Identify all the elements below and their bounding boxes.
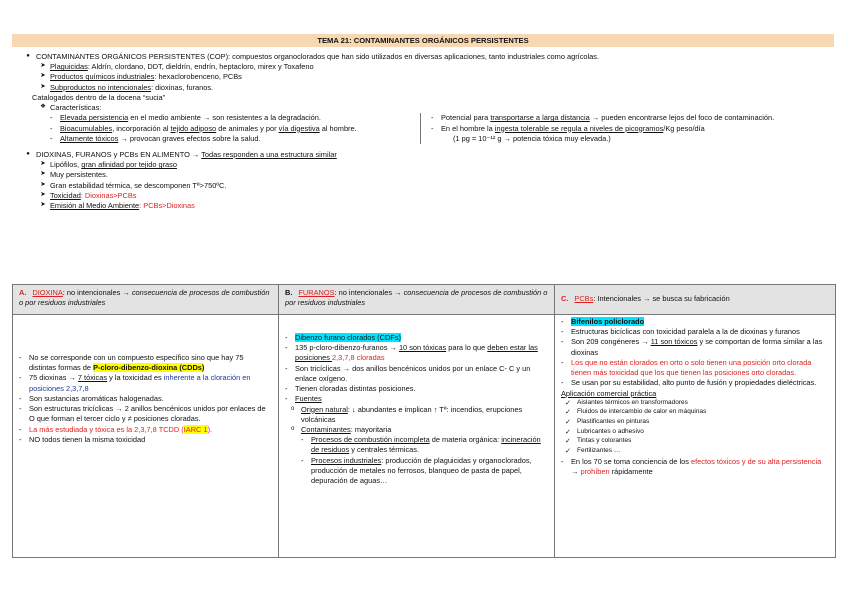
cop-definition: ● CONTAMINANTES ORGÁNICOS PERSISTENTES (COP): compuestos organoclorados que han sido utilizados en diversas aplicaciones, tanto industriales como agrícolas. [20,52,830,62]
list-item: - Elevada persistencia en el medio ambiente → son resistentes a la degradación. [50,113,321,123]
list-item: - Bifenilos policlorado [561,317,645,326]
list-item: - Tienen cloradas distintas posiciones. [285,384,416,394]
list-item: - Estructuras bicíclicas con toxicidad paralela a la de dioxinas y furanos [561,327,800,337]
check-icon: ✓ [565,419,571,427]
characteristics-columns [20,113,830,144]
list-item: ➤ Subproductos no intencionales: dioxinas, furanos. [20,83,830,93]
header-furanos: B. FURANOS: no intencionales → consecuencia de procesos de combustión o por residuos industriales [279,285,555,315]
list-item: ➤ Productos químicos industriales: hexaclorobenceno, PCBs [20,72,830,82]
arrow-bullet-icon: ➤ [40,82,46,90]
list-item: - Potencial para transportarse a larga distancia → pueden encontrarse lejos del foco de contaminación. [431,113,775,123]
arrow-bullet-icon: ➤ [40,170,46,178]
list-item: - Altamente tóxicos → provocan graves efectos sobre la salud. [50,133,261,143]
comparison-table [12,284,836,558]
list-item: - Dibenzo furano clorados (CDFs) [285,333,401,342]
list-item: - Bioacumulables, incorporación al tejido adiposo de animales y por vía digestiva al hombre. [50,123,357,133]
arrow-bullet-icon: ➤ [40,62,46,70]
arrow-bullet-icon: ➤ [40,180,46,188]
list-item: - No se corresponde con un compuesto específico sino que hay 75 distintas formas de P-cloro-dibenzo-dioxina (CDDs) [19,353,244,373]
arrow-bullet-icon: ➤ [40,201,46,209]
arrow-bullet-icon: ➤ [40,160,46,168]
applications-heading: Aplicación comercial práctica [561,388,657,398]
list-item: - Son 209 congéneres → 11 son tóxicos y se comportan de forma similar a las dioxinas [561,337,823,357]
check-icon: ✓ [565,409,571,417]
list-item: ✓ Fertilizantes … [565,447,621,456]
characteristics-left [20,113,410,144]
list-item: - Procesos industriales: producción de plaguicidas y organoclorados, producción de metales no ferrosos, blanqueo de pasta de papel, depuración de aguas… [301,455,532,486]
list-item: ➤ Plaguicidas: Aldrín, clordano, DDT, dieldrín, endrín, heptacloro, mirex y Toxafeno [20,62,830,72]
list-item: ➤ Muy persistentes. [20,170,830,180]
list-item: ✓ Fluidos de intercambio de calor en máquinas [565,408,707,417]
list-item: - Se usan por su estabilidad, alto punto de fusión y propiedades dieléctricas. [561,378,817,388]
characteristics-right [420,113,811,144]
list-item: - Procesos de combustión incompleta de materia orgánica: incineración de residuos y centrales térmicas. [301,435,541,455]
header-dioxina: A. DIOXINA: no intencionales → consecuencia de procesos de combustión o por residuos industriales [13,285,279,315]
catalog-note: Catalogados dentro de la docena “sucia” [32,92,166,102]
cell-furanos [279,315,555,557]
list-item: - 135 p-cloro-dibenzo-furanos → 10 son tóxicas para lo que deben estar las posiciones 2,3,7,8 cloradas [285,343,538,363]
list-item: - Los que no están clorados en orto o solo tienen una posición orto clorada tienen más toxicidad que los que tienen las posiciones orto cloradas. [561,357,812,378]
picogram-note: (1 pg = 10⁻¹² g → potencia tóxica muy elevada.) [453,133,611,143]
arrow-bullet-icon: ➤ [40,72,46,80]
list-item: ✓ Tintas y colorantes [565,437,632,446]
list-item: - Son sustancias aromáticas halogenadas. [19,393,164,403]
check-icon: ✓ [565,448,571,456]
list-item: o Contaminantes: mayoritaria [291,424,392,434]
bullet-icon: ● [26,53,30,59]
list-item: ➤ Emisión al Medio Ambiente: PCBs>Dioxinas [20,201,830,211]
characteristics-heading: ❖ Características: [20,103,830,113]
check-icon: ✓ [565,438,571,446]
list-item: - En los 70 se toma conciencia de los efectos tóxicos y de su alta persistencia → prohíben rápidamente [561,456,822,476]
list-item: - Son tricíclicas → dos anillos bencénicos unidos por un enlace C- C y un enlace oxígeno. [285,363,531,383]
list-item: - NO todos tienen la misma toxicidad [19,434,146,444]
dfp-heading: ● DIOXINAS, FURANOS y PCBs EN ALIMENTO → Todas responden a una estructura similar [20,150,830,160]
list-item: - 75 dioxinas → 7 tóxicas y la toxicidad es inherente a la cloración en posiciones 2,3,7,8 [19,373,251,393]
list-item: - Son estructuras tricíclicas → 2 anillos bencénicos unidos por enlaces de O que forman el tercer ciclo y ≠ posiciones cloradas. [19,404,266,424]
list-item: - La más estudiada y tóxica es la 2,3,7,8 TCDD (IARC 1). [19,424,213,434]
intro-section [20,52,830,211]
diamond-bullet-icon: ❖ [40,103,46,111]
page-title: TEMA 21: CONTAMINANTES ORGÁNICOS PERSISTENTES [12,34,834,47]
arrow-bullet-icon: ➤ [40,190,46,198]
list-item: - En el hombre la ingesta tolerable se regula a niveles de picogramos/Kg peso/día [431,123,705,133]
cell-dioxina [13,315,279,557]
list-item: o Origen natural: ↓ abundantes e implican ↑ Tª: incendios, erupciones volcánicas [291,404,523,424]
list-item: ➤ Lipófilos, gran afinidad por tejido graso [20,160,830,170]
list-item: - Fuentes [285,394,322,404]
cell-pcbs [555,315,835,557]
list-item: ➤ Toxicidad: Dioxinas>PCBs [20,191,830,201]
bullet-icon: ● [26,150,30,157]
check-icon: ✓ [565,399,571,407]
list-item: ✓ Aislantes térmicos en transformadores [565,398,688,407]
header-pcbs: C. PCBs: Intencionales → se busca su fabricación [555,285,835,315]
check-icon: ✓ [565,428,571,436]
list-item: ➤ Gran estabilidad térmica, se descomponen Tª>750ºC. [20,181,830,191]
list-item: ✓ Plastificantes en pinturas [565,418,650,427]
list-item: ✓ Lubricantes o adhesivo [565,427,644,436]
